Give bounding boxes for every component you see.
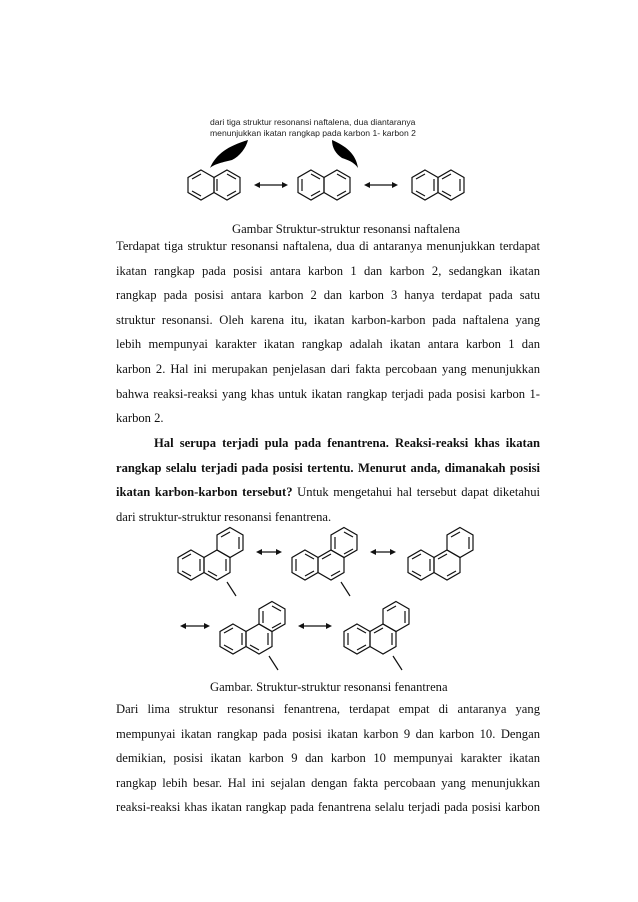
phenanthrene-structure-4 — [220, 602, 285, 671]
resonance-arrow-5 — [180, 623, 210, 629]
paragraph-line: rangkap pada posisi antara karbon 2 dan karbon 3 hanya terdapat pada satu — [116, 288, 540, 303]
naphthalene-structure-3 — [412, 170, 464, 200]
paragraph-line: rangkap lebih besar. Hal ini sejalan dengan fakta percobaan yang menunjukkan — [116, 775, 540, 790]
resonance-arrow-4 — [370, 549, 396, 555]
note-line-1: dari tiga struktur resonansi naftalena, dua diantaranya — [210, 117, 416, 127]
paragraph-1 — [116, 234, 540, 431]
callout-pointer-left — [210, 140, 248, 168]
plain-text: Untuk mengetahui hal tersebut dapat diketahui — [292, 485, 540, 500]
resonance-arrow-3 — [256, 549, 282, 555]
paragraph-line: bahwa reaksi-reaksi yang khas untuk ikatan rangkap terjadi pada posisi karbon 1- — [116, 386, 540, 401]
callout-pointer-right — [332, 140, 358, 168]
bold-text: ikatan karbon-karbon tersebut? — [116, 485, 293, 500]
resonance-arrow-1 — [254, 182, 288, 188]
figure-caption-phenanthrene: Gambar. Struktur-struktur resonansi fenantrena — [210, 680, 448, 694]
bold-text: Menurut anda, dimanakah posisi — [353, 460, 540, 475]
paragraph-line: demikian, posisi ikatan karbon 9 dan karbon 10 mempunyai karakter ikatan — [116, 751, 540, 766]
paragraph-line: Hal serupa terjadi pula pada fenantrena. Reaksi-reaksi khas ikatan — [154, 436, 540, 450]
naphthalene-structure-2 — [298, 170, 350, 200]
resonance-arrow-2 — [364, 182, 398, 188]
paragraph-line: ikatan rangkap pada posisi antara karbon 1 dan karbon 2, sedangkan ikatan — [116, 263, 540, 278]
note-line-2: menunjukkan ikatan rangkap pada karbon 1- karbon 2 — [210, 128, 416, 138]
paragraph-3 — [116, 697, 540, 820]
paragraph-line: lebih mempunyai karakter ikatan rangkap adalah ikatan antara karbon 1 dan — [116, 337, 540, 352]
naphthalene-structure-1 — [188, 170, 240, 200]
phenanthrene-resonance-figure — [172, 512, 472, 672]
phenanthrene-structure-2 — [292, 528, 357, 597]
paragraph-line: Dari lima struktur resonansi fenantrena, terdapat empat di antaranya yang — [116, 702, 540, 716]
paragraph-line: Terdapat tiga struktur resonansi naftalena, dua di antaranya menunjukkan terdapat — [116, 239, 540, 253]
paragraph-line: struktur resonansi. Oleh karena itu, ikatan karbon-karbon pada naftalena yang — [116, 312, 540, 327]
resonance-arrow-6 — [298, 623, 332, 629]
paragraph-line — [116, 480, 540, 505]
paragraph-line: dari struktur-struktur resonansi fenantrena. — [116, 509, 332, 524]
phenanthrene-structure-1 — [178, 528, 243, 597]
bold-text: rangkap selalu terjadi pada posisi tertentu. — [116, 460, 354, 475]
phenanthrene-structure-5 — [344, 602, 409, 671]
paragraph-line: karbon 2. — [116, 411, 164, 426]
phenanthrene-structure-3 — [408, 528, 473, 581]
naphthalene-resonance-figure — [180, 132, 480, 212]
paragraph-line — [116, 456, 540, 481]
paragraph-line: reaksi-reaksi khas ikatan rangkap pada fenantrena selalu terjadi pada posisi karbon — [116, 800, 540, 815]
figure-caption-naphthalene: Gambar Struktur-struktur resonansi naftalena — [232, 222, 461, 236]
paragraph-line: mempunyai ikatan rangkap pada posisi ikatan karbon 9 dan karbon 10. Dengan — [116, 726, 540, 741]
paragraph-line: karbon 2. Hal ini merupakan penjelasan dari fakta percobaan yang menunjukkan — [116, 361, 540, 376]
